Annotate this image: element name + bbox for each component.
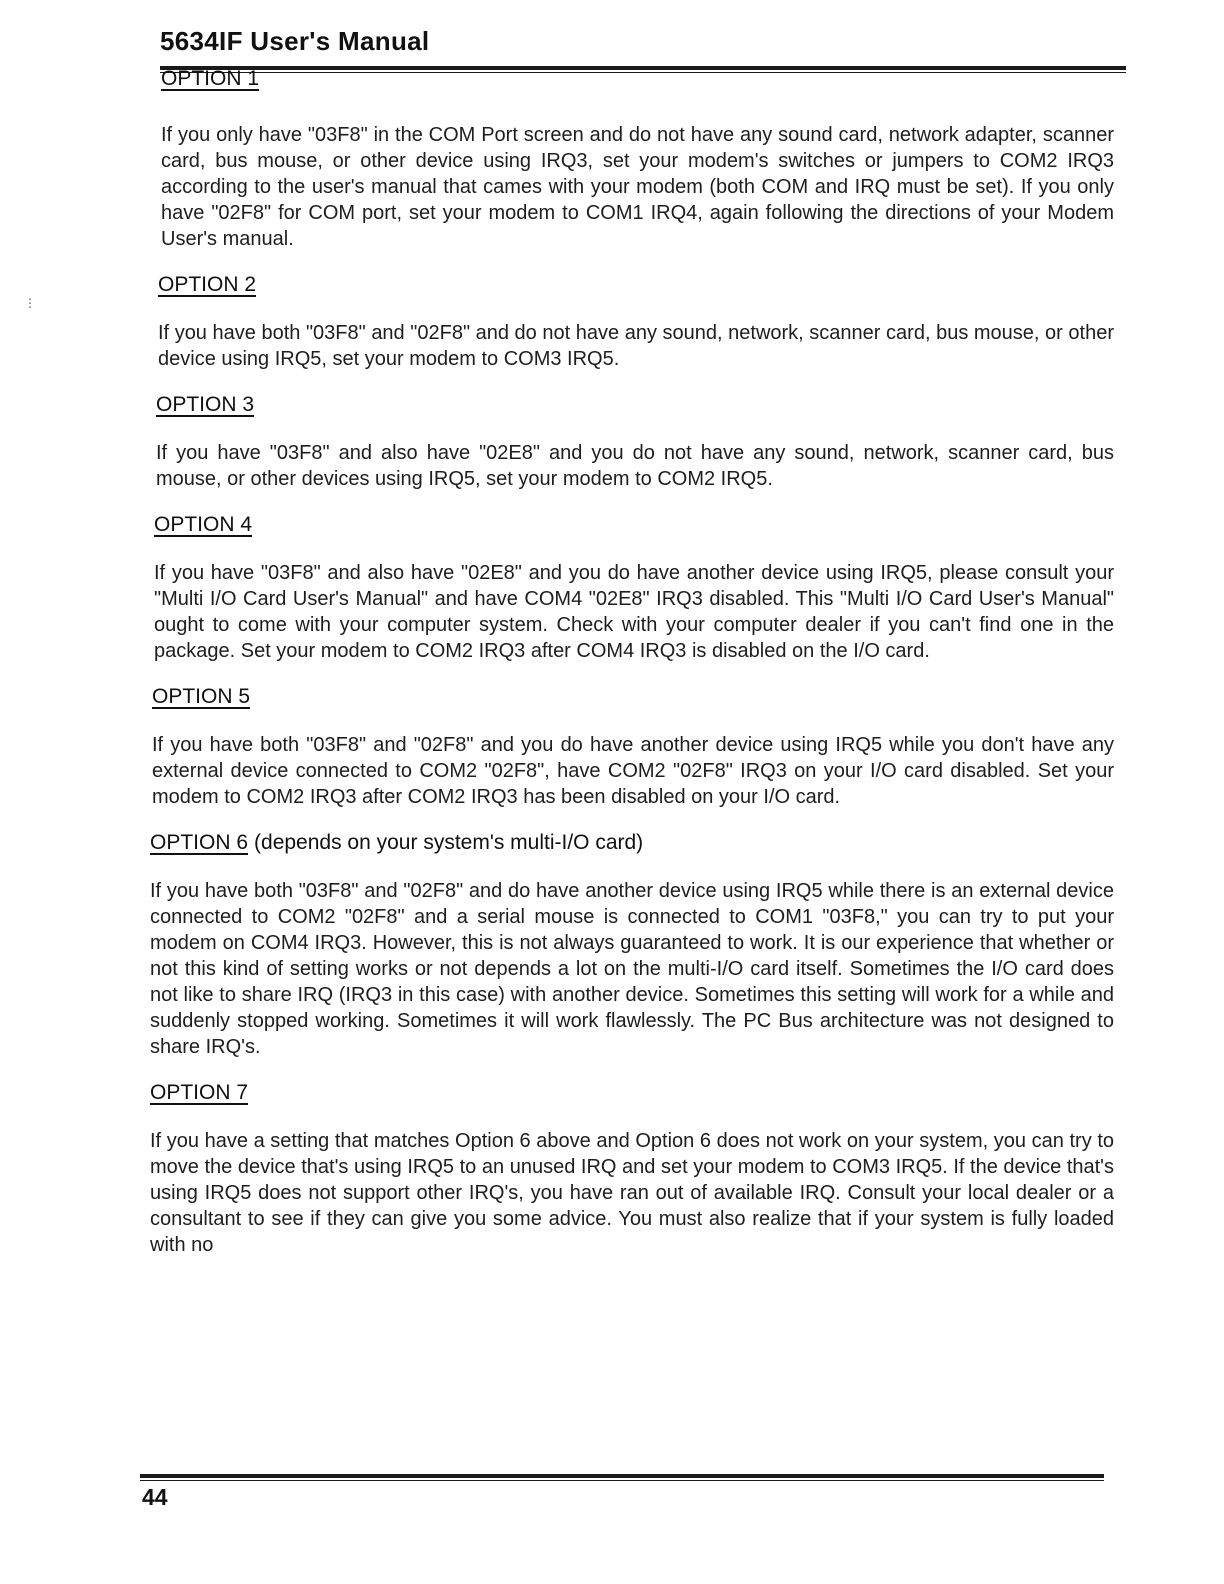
option-2-heading: OPTION 2 [158, 273, 257, 296]
option-5-section [150, 684, 1114, 810]
option-7-heading: OPTION 7 [150, 1081, 249, 1104]
option-5-body: If you have both "03F8" and "02F8" and you do have another device using IRQ5 while you don't have any external device connected to COM2 "02F8", have COM2 "02F8" IRQ3 on your I/O card disabled. Set your modem to COM2 IRQ3 after COM2 IRQ3 has been disabled on your I/O card. [152, 734, 1114, 808]
option-4-section [150, 512, 1114, 664]
option-6-body: If you have both "03F8" and "02F8" and do have another device using IRQ5 while there is an external device connected to COM2 "02F8" and a serial mouse is connected to COM1 "03F8," you can try to put your modem on COM4 IRQ3. However, this is not always guaranteed to work. It is our experience that whether or not this kind of setting works or not depends a lot on the multi-I/O card itself. Sometimes the I/O card does not like to share IRQ (IRQ3 in this case) with another device. Sometimes this setting will work for a while and suddenly stopped working. Sometimes it will work flawlessly. The PC Bus architecture was not designed to share IRQ's. [150, 880, 1114, 1058]
option-1-body: If you only have "03F8" in the COM Port screen and do not have any sound card, network adapter, scanner card, bus mouse, or other device using IRQ3, set your modem's switches or jumpers to COM2 IRQ3 according to the user's manual that cames with your modem (both COM and IRQ must be set). If you only have "02F8" for COM port, set your modem to COM1 IRQ4, again following the directions of your Modem User's manual. [161, 124, 1114, 250]
option-4-body: If you have "03F8" and also have "02E8" and you do have another device using IRQ5, please consult your "Multi I/O Card User's Manual" and have COM4 "02E8" IRQ3 disabled. This "Multi I/O Card User's Manual" ought to come with your computer system. Check with your computer dealer if you can't find one in the package. Set your modem to COM2 IRQ3 after COM4 IRQ3 is disabled on the I/O card. [154, 562, 1114, 662]
option-3-body: If you have "03F8" and also have "02E8" and you do not have any sound, network, scanner card, bus mouse, or other devices using IRQ5, set your modem to COM2 IRQ5. [156, 442, 1114, 490]
option-7-body: If you have a setting that matches Option 6 above and Option 6 does not work on your system, you can try to move the device that's using IRQ5 to an unused IRQ and set your modem to COM3 IRQ5. If the device that's using IRQ5 does not support other IRQ's, you have ran out of available IRQ. Consult your local dealer or a consultant to see if they can give you some advice. You must also realize that if your system is fully loaded with no [150, 1130, 1114, 1256]
scan-mark: ⋮ [24, 296, 36, 310]
option-3-heading: OPTION 3 [156, 393, 255, 416]
option-1-heading: OPTION 1 [161, 67, 260, 90]
option-7-section [150, 1080, 1114, 1258]
page-header [160, 26, 1126, 56]
page-body [150, 66, 1114, 1278]
page-number: 44 [142, 1484, 168, 1510]
option-6-heading: OPTION 6 (depends on your system's multi-I/O card) [150, 831, 644, 854]
option-3-section [150, 392, 1114, 492]
manual-title: 5634IF User's Manual [160, 26, 430, 56]
option-1-section [150, 66, 1114, 252]
option-4-heading: OPTION 4 [154, 513, 253, 536]
option-2-body: If you have both "03F8" and "02F8" and do not have any sound, network, scanner card, bus mouse, or other device using IRQ5, set your modem to COM3 IRQ5. [158, 322, 1114, 370]
footer-rule-thin [140, 1480, 1104, 1481]
option-5-heading: OPTION 5 [152, 685, 251, 708]
option-6-section [150, 830, 1114, 1060]
option-6-note: (depends on your system's multi-I/O card) [254, 831, 644, 854]
option-2-section [150, 272, 1114, 372]
footer-rule [140, 1474, 1104, 1478]
